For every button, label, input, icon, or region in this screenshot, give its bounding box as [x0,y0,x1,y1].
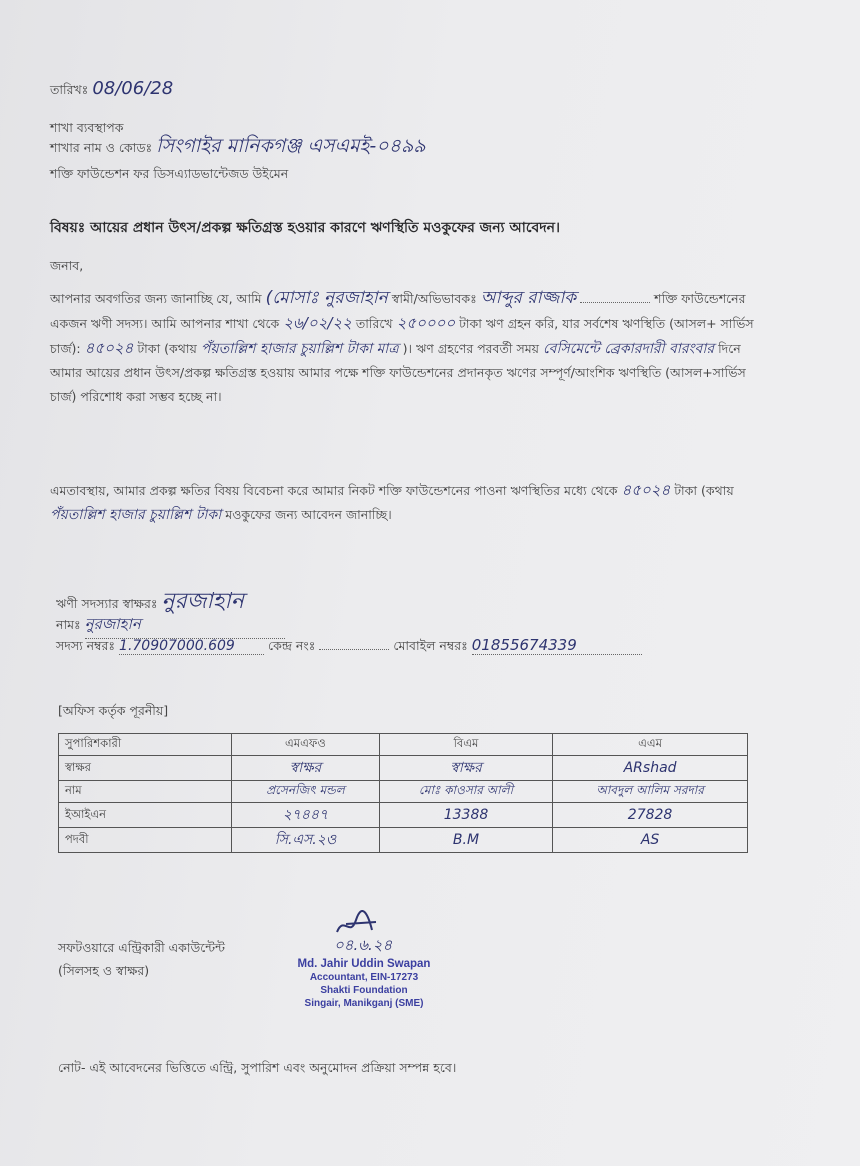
salutation: জনাব, [50,258,84,273]
accountant-stamp [289,958,439,1010]
subject-line: বিষয়ঃ আয়ের প্রধান উৎস/প্রকল্প ক্ষতিগ্রস্ত হওয়ার কারণে ঋণস্থিতি মওকুফের জন্য আবেদন। [50,220,560,236]
member-number: 1.70907000.609 [119,638,264,655]
branch-value: সিংগাইর মানিকগঞ্জ এসএমই-০৪৯৯ [156,135,426,157]
body1-text-3: শক্তি ফাউন্ডেশনের একজন ঋণী সদস্য। আমি আপনার শাখা থেকে [50,291,746,331]
table-row [59,803,748,828]
body-paragraph-1 [50,286,755,409]
office-caption: [অফিস কর্তৃক পূরনীয়] [58,703,169,718]
date-value: 08/06/28 [92,78,174,99]
mobile-number: 01855674339 [472,636,642,655]
table-header-row [59,734,748,756]
table-cell: সি.এস.২ও [232,828,380,853]
borrower-name-label: নামঃ [56,617,81,632]
table-row [59,781,748,803]
body2-text-3: মওকুফের জন্য আবেদন জানাচ্ছি। [225,507,392,522]
addressee-title: শাখা ব্যবস্থাপক [50,120,124,135]
table-header: বিএম [379,734,552,756]
body-paragraph-2 [50,478,755,527]
dotted-blank [580,302,650,303]
stamp-designation: Accountant, EIN-17273 [309,972,419,983]
body1-text-2: স্বামী/অভিভাবকঃ [391,291,477,306]
applicant-name: (মোসাঃ নুরজাহান [265,288,388,308]
row-label: পদবী [59,828,232,853]
row-label: নাম [59,781,232,803]
table-cell: B.M [379,828,552,853]
stamp-organization: Shakti Foundation [320,985,408,996]
loan-amount: ২৫০০০০ [396,314,456,332]
table-header: এএম [553,734,748,756]
borrower-signature-label: ঋণী সদস্যার স্বাক্ষরঃ [56,596,158,611]
table-row [59,756,748,781]
footer-note: নোট- এই আবেদনের ভিত্তিতে এন্ট্রি, সুপারিশ এবং অনুমোদন প্রক্রিয়া সম্পন্ন হবে। [58,1060,457,1075]
accountant-signature-date: ০৪.৬.২৪ [334,936,393,954]
body2-text-1: এমতাবস্থায়, আমার প্রকল্প ক্ষতির বিষয় বিবেচনা করে আমার নিকট শক্তি ফাউন্ডেশনের পাওনা ঋণস্থিতির মধ্যে থেকে [50,483,618,498]
body1-text-8: দিনে আমার আয়ের প্রধান উৎস/প্রকল্প ক্ষতিগ্রস্ত হওয়ায় আমার পক্ষে শক্তি ফাউন্ডেশনের প্রদানকৃত ঋণের সম্পূর্ণ/আংশিক ঋণস্থিতি (আসল+সার্ভিস চার্জ) পরিশোধ করা সম্ভব হচ্ছে না। [50,341,746,404]
body1-text-6: টাকা (কথায় [137,341,197,356]
waiver-in-words: পঁয়তাল্লিশ হাজার চুয়াল্লিশ টাকা [50,507,222,523]
body1-text-5: টাকা ঋণ গ্রহন করি, যার সর্বশেষ ঋণস্থিতি (আসল+ সার্ভিস চার্জ): [50,316,754,356]
center-number-label: কেন্দ্র নংঃ [268,638,316,653]
body2-text-2: টাকা (কথায় [674,483,734,498]
row-label: স্বাক্ষর [59,756,232,781]
borrower-name: নুরজাহান [85,613,285,639]
table-cell: আবদুল আলিম সরদার [553,781,748,803]
table-cell: 27828 [553,803,748,828]
stamp-branch: Singair, Manikganj (SME) [304,998,424,1009]
table-cell: মোঃ কাওসার আলী [379,781,552,803]
waiver-amount: ৪৫০২৪ [621,481,671,499]
stamp-name: Md. Jahir Uddin Swapan [297,958,431,970]
member-number-label: সদস্য নম্বরঃ [56,638,116,653]
loan-date: ২৬/০২/২২ [283,314,352,332]
borrower-signature: নুরজাহান [161,589,244,614]
body1-text-4: তারিখে [355,316,393,331]
guardian-name: আব্দুর রাজ্জাক [480,288,577,308]
date-row [50,78,173,102]
signature-cell: ARshad [553,756,748,781]
table-header: সুপারিশকারী [59,734,232,756]
branch-label: শাখার নাম ও কোডঃ [50,140,153,155]
loan-balance: ৪৫০২৪ [84,339,134,357]
balance-in-words: পঁয়তাল্লিশ হাজার চুয়াল্লিশ টাকা মাত্র [200,341,399,357]
date-label: তারিখঃ [50,82,89,97]
table-cell: প্রসেনজিৎ মন্ডল [232,781,380,803]
table-row [59,828,748,853]
table-cell: AS [553,828,748,853]
row-label: ইআইএন [59,803,232,828]
center-number-blank [319,649,389,650]
organization-name: শক্তি ফাউন্ডেশন ফর ডিসএ্যাডভান্টেজড উইমেন [50,166,289,181]
damage-reason: বেসিমেন্টে ব্রেকারদারী বারংবার [542,341,715,357]
signature-cell: স্বাক্ষর [379,756,552,781]
table-cell: 13388 [379,803,552,828]
accountant-label: সফটওয়ারে এন্ট্রিকারী একাউন্টেন্ট [58,940,225,955]
table-cell: ২৭৪৪৭ [232,803,380,828]
accountant-seal-label: (সিলসহ ও স্বাক্ষর) [58,963,150,978]
table-header: এমএফও [232,734,380,756]
mobile-number-label: মোবাইল নম্বরঃ [393,638,468,653]
body1-text-1: আপনার অবগতির জন্য জানাচ্ছি যে, আমি [50,291,262,306]
body1-text-7: )। ঋণ গ্রহণের পরবর্তী সময় [402,341,539,356]
branch-row [50,132,426,164]
borrower-ids-row [56,636,642,658]
signature-cell: স্বাক্ষর [232,756,380,781]
office-table [58,733,748,853]
